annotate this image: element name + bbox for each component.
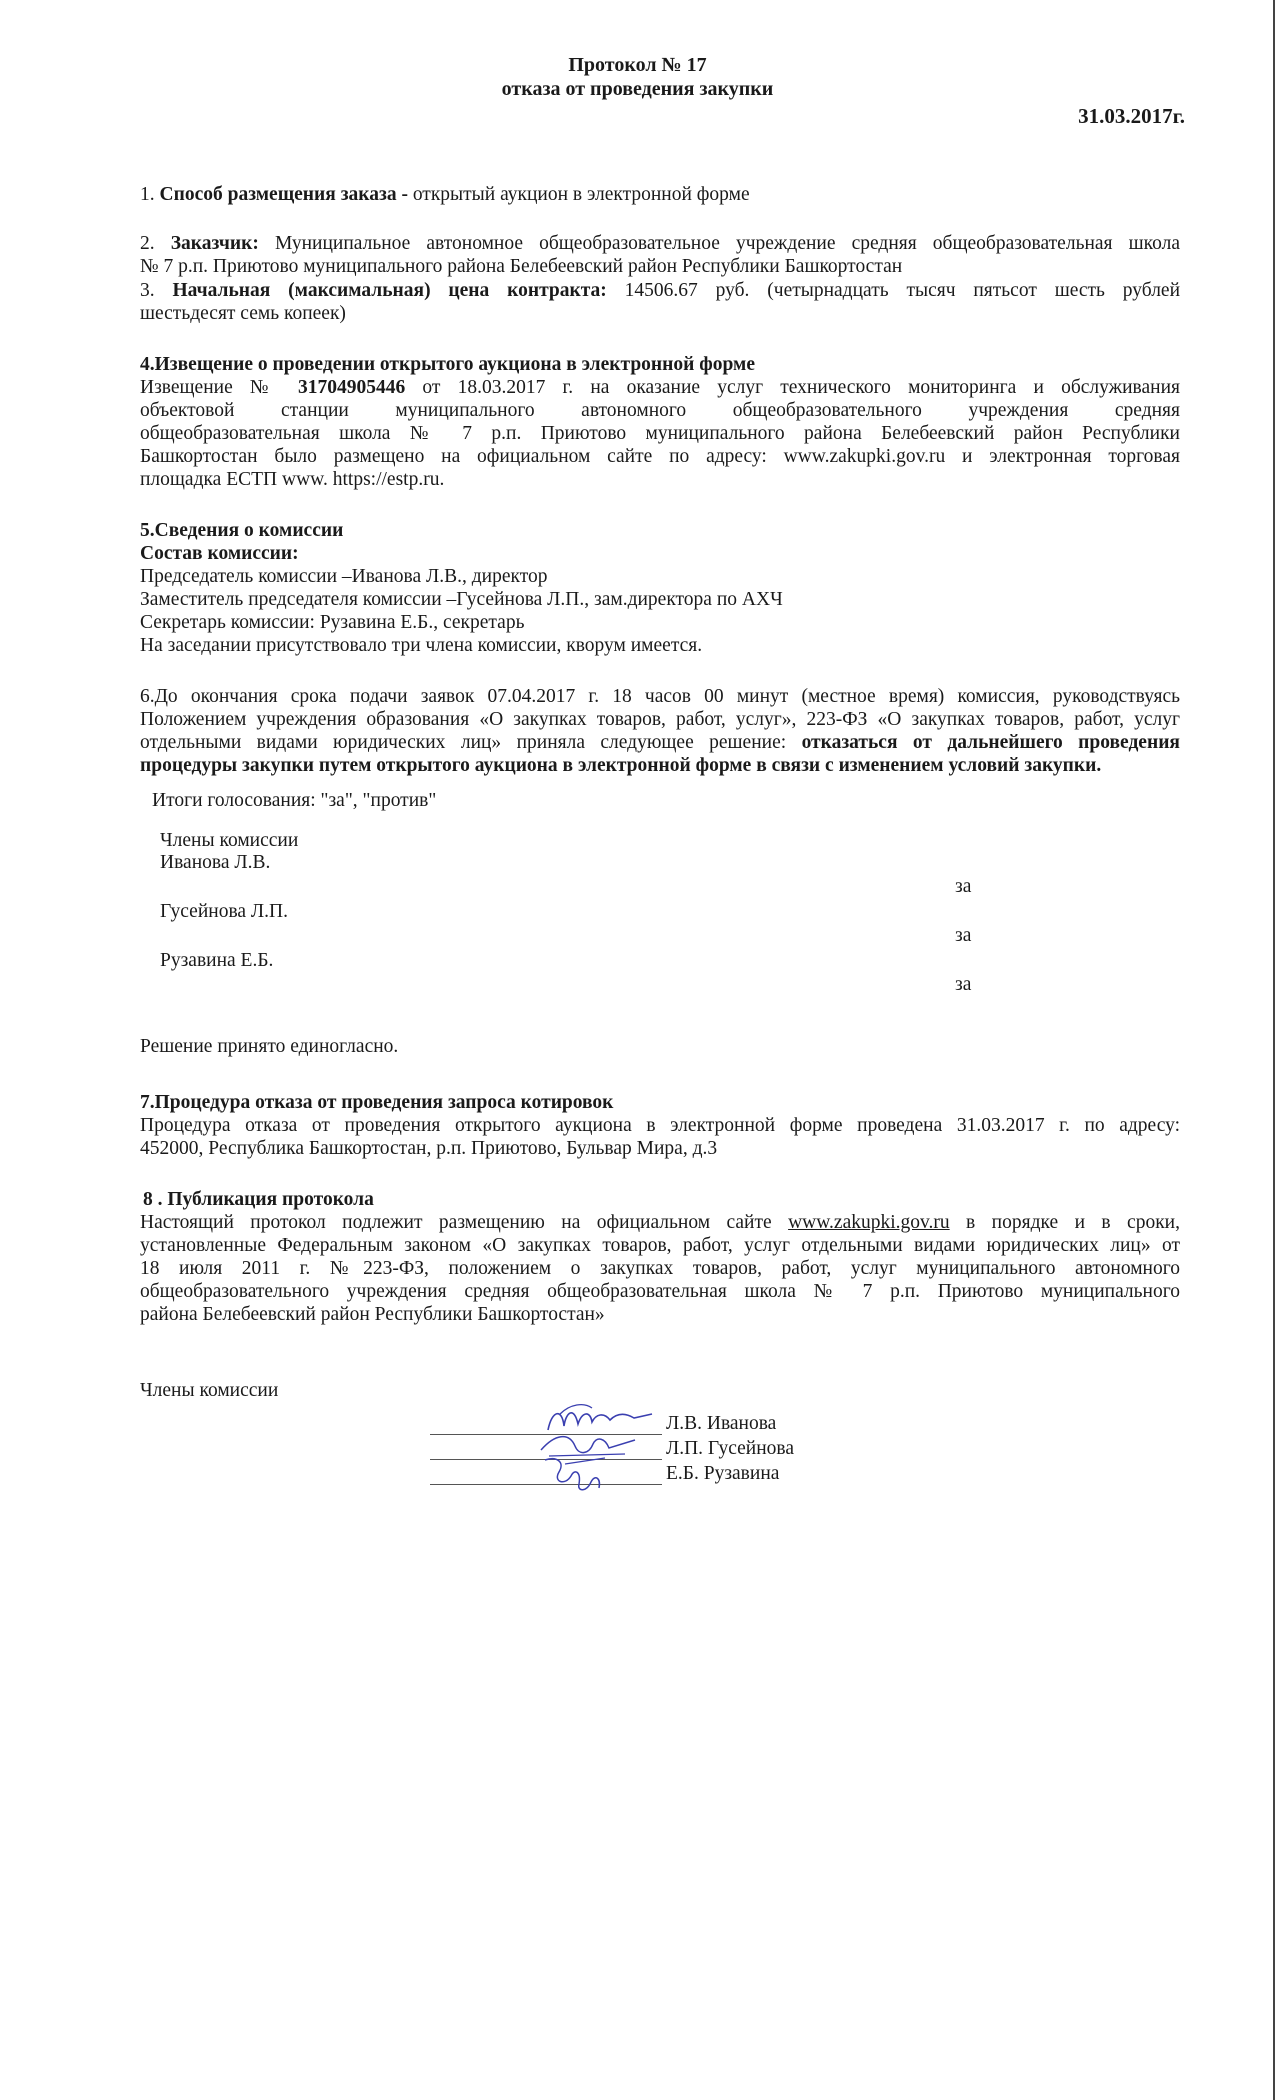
section-4-line-3: общеобразовательная школа № 7 р.п. Приютово муниципального района Белебеевский район Республики [140,423,1180,444]
section-1-text: открытый аукцион в электронной форме [412,184,750,205]
voting-member-vote: за [955,876,972,897]
section-3-text: 14506.67 руб. (четырнадцать тысяч пятьсот шесть рублей [606,280,1181,301]
section-6-line-2: Положением учреждения образования «О закупках товаров, работ, услуг», 223-ФЗ «О закупках товаров, работ, услуг [140,709,1180,730]
commission-quorum: На заседании присутствовало три члена комиссии, кворум имеется. [140,635,703,656]
section-2-number: 2. [140,233,171,254]
voting-members-label: Члены комиссии [160,830,299,851]
section-4-line-2: объектовой станции муниципального автономного общеобразовательного учреждения средняя [140,400,1180,421]
decision-bold-start: отказаться от дальнейшего проведения [801,732,1180,753]
signatory-name: Л.В. Иванова [666,1413,777,1434]
section-8-line-5: района Белебеевский район Республики Башкортостан» [140,1304,605,1325]
section-3-number: 3. [140,280,173,301]
section-3-line-1 [140,280,1180,303]
section-2-line-2: № 7 р.п. Приютово муниципального района Белебеевский район Республики Башкортостан [140,256,903,277]
section-1-label: Способ размещения заказа - [159,184,413,205]
notice-prefix: Извещение № [140,377,298,398]
section-3-line-2: шестьдесят семь копеек) [140,303,346,324]
voting-member-vote: за [955,974,972,995]
signatory-name: Е.Б. Рузавина [666,1463,780,1484]
section-7-line-1: Процедура отказа от проведения открытого аукциона в электронной форме проведена 31.03.2017 г. по адресу: [140,1115,1180,1136]
signatures-label: Члены комиссии [140,1380,279,1401]
section-1-number: 1. [140,184,160,205]
handwritten-signature-ruzavina [535,1452,635,1498]
voting-member-name: Рузавина Е.Б. [160,950,274,971]
section-8-line-3: 18 июля 2011 г. №223-ФЗ, положением о закупках товаров, работ, услуг муниципального автономного [140,1258,1180,1279]
official-site-link[interactable]: www.zakupki.gov.ru [788,1212,950,1233]
section-5-heading: 5.Сведения о комиссии [140,520,344,541]
section-3-label: Начальная (максимальная) цена контракта: [172,280,607,301]
section-4-line-4: Башкортостан было размещено на официальном сайте по адресу: www.zakupki.gov.ru и электронная торговая [140,446,1180,467]
signatory-name: Л.П. Гусейнова [666,1438,794,1459]
section-8-line-4: общеобразовательного учреждения средняя общеобразовательная школа № 7 р.п. Приютово муниципального [140,1281,1180,1302]
notice-number: 31704905446 [297,377,406,398]
publication-intro: Настоящий протокол подлежит размещению на официальном сайте [140,1212,789,1233]
section-2-label: Заказчик: [170,233,259,254]
voting-member-name: Иванова Л.В. [160,852,271,873]
section-2-line-1 [140,233,1180,256]
section-8-line-1 [140,1212,1180,1235]
section-7-line-2: 452000, Республика Башкортостан, р.п. Приютово, Бульвар Мира, д.3 [140,1138,718,1159]
document-date: 31.03.2017г. [1078,104,1185,128]
section-1 [140,184,1180,207]
publication-intro-end: в порядке и в сроки, [949,1212,1180,1233]
section-8-heading: 8 . Публикация протокола [143,1189,374,1210]
section-2-text: Муниципальное автономное общеобразовательное учреждение средняя общеобразовательная школа [258,233,1181,254]
section-8-line-2: установленные Федеральным законом «О закупках товаров, работ, услуг отдельными видами юридических лиц» от [140,1235,1180,1256]
section-5-subheading: Состав комиссии: [140,543,299,564]
commission-deputy: Заместитель председателя комиссии –Гусейнова Л.П., зам.директора по АХЧ [140,589,783,610]
decision-intro: отдельными видами юридических лиц» приняла следующее решение: [140,732,802,753]
section-4-line-1 [140,377,1180,400]
section-4-heading: 4.Извещение о проведении открытого аукциона в электронной форме [140,354,755,375]
section-6-line-4: процедуры закупки путем открытого аукциона в электронной форме в связи с изменением условий закупки. [140,755,1102,776]
voting-member-name: Гусейнова Л.П. [160,901,288,922]
section-4-line-5: площадка ЕСТП www. https://estp.ru. [140,469,445,490]
section-6-line-3 [140,732,1180,755]
section-7-heading: 7.Процедура отказа от проведения запроса котировок [140,1092,614,1113]
voting-decision: Решение принято единогласно. [140,1036,399,1057]
voting-title: Итоги голосования: "за", "против" [152,790,437,811]
commission-secretary: Секретарь комиссии: Рузавина Е.Б., секретарь [140,612,525,633]
document-subtitle: отказа от проведения закупки [501,78,774,100]
section-6-line-1: 6.До окончания срока подачи заявок 07.04.2017 г. 18 часов 00 минут (местное время) комиссия, руководствуясь [140,686,1180,707]
document-title: Протокол № 17 [568,54,707,76]
commission-chair: Председатель комиссии –Иванова Л.В., директор [140,566,548,587]
voting-member-vote: за [955,925,972,946]
notice-rest: от 18.03.2017 г. на оказание услуг технического мониторинга и обслуживания [405,377,1180,398]
